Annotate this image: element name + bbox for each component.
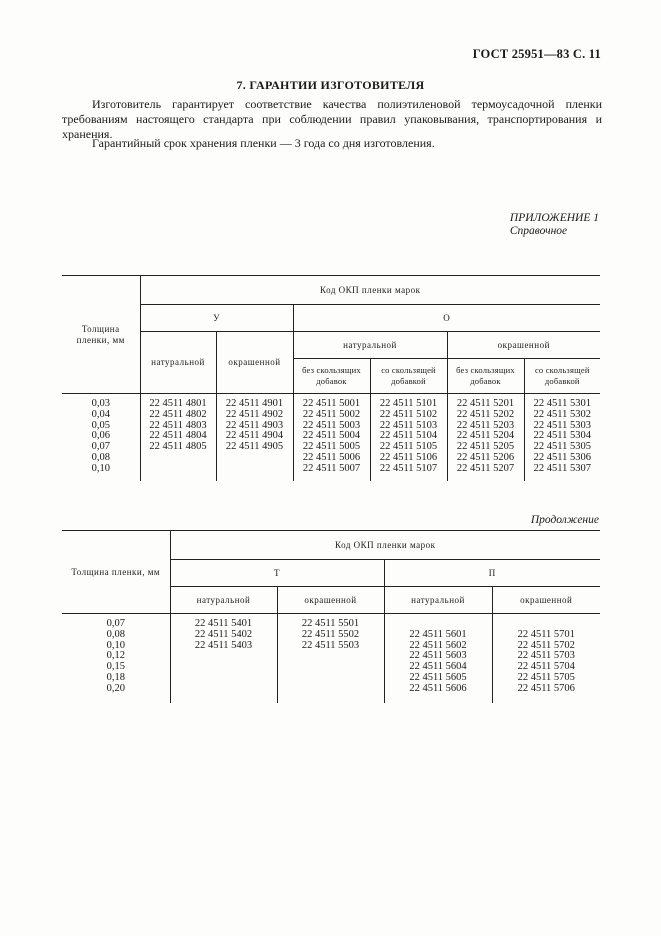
cell-value: 22 4511 4904: [225, 430, 284, 442]
u-colored-header: окрашенной: [216, 332, 293, 394]
u-natural-column: [140, 394, 216, 482]
p-colored-header: окрашенной: [492, 587, 600, 614]
cell-value: 22 4511 4902: [225, 408, 284, 420]
cell-value: 0,12: [106, 650, 125, 662]
cell-value: [280, 684, 382, 695]
o-col-with-slip-header: со скользящей добавкой: [524, 359, 600, 394]
cell-value: 0,07: [91, 441, 110, 453]
mark-u-header: У: [140, 305, 293, 332]
cell-value: 22 4511 5402: [194, 628, 253, 640]
appendix-label: [510, 212, 599, 238]
cell-value: 22 4511 5206: [456, 451, 515, 463]
okp-header: Код ОКП пленки марок: [140, 276, 600, 305]
cell-value: 22 4511 5305: [533, 441, 591, 453]
cell-value: 22 4511 5102: [379, 408, 438, 420]
p-colored-column: [492, 614, 600, 704]
cell-value: 22 4511 5005: [302, 441, 361, 453]
warranty-text: Изготовитель гарантирует соответствие качества полиэтиленовой термоусадочной пленки требованиям настоящего стандарта при соблюдении правил упаковывания, транспортирования и хранения.: [62, 97, 602, 141]
cell-value: 22 4511 5002: [302, 408, 361, 420]
o-nat-without-column: [293, 394, 370, 482]
cell-value: 22 4511 5007: [302, 462, 361, 474]
cell-value: 22 4511 5003: [302, 419, 361, 431]
cell-value: 0,18: [106, 671, 125, 683]
cell-value: 22 4511 5103: [379, 419, 438, 431]
cell-value: 0,08: [106, 628, 125, 640]
cell-value: 22 4511 5403: [194, 639, 253, 651]
cell-value: 22 4511 4804: [149, 430, 207, 442]
section-title: 7. ГАРАНТИИ ИЗГОТОВИТЕЛЯ: [236, 78, 425, 92]
o-col-without-column: [447, 394, 524, 482]
cell-value: 22 4511 5502: [301, 628, 360, 640]
cell-value: 0,07: [106, 618, 125, 629]
shelf-life-paragraph: [62, 136, 602, 151]
cell-value: 0,06: [91, 430, 110, 442]
appendix-title: ПРИЛОЖЕНИЕ 1: [509, 212, 599, 224]
shelf-life-text: Гарантийный срок хранения пленки — 3 года со дня изготовления.: [92, 136, 435, 150]
o-nat-with-column: [370, 394, 447, 482]
p-natural-header: натуральной: [384, 587, 492, 614]
appendix-sublabel: Справочное: [509, 225, 568, 237]
o-colored-header: окрашенной: [447, 332, 600, 359]
cell-value: 22 4511 4903: [225, 419, 284, 431]
okp-table-1: [62, 275, 600, 481]
thickness-header: Толщина пленки, мм: [62, 276, 140, 394]
cell-value: 22 4511 5702: [517, 639, 575, 651]
cell-value: 22 4511 5306: [533, 451, 591, 463]
cell-value: 22 4511 4802: [149, 408, 207, 420]
cell-value: 22 4511 5304: [533, 430, 591, 442]
t-colored-header: окрашенной: [277, 587, 384, 614]
u-natural-header: натуральной: [140, 332, 216, 394]
o-natural-header: натуральной: [293, 332, 447, 359]
cell-value: 0,15: [106, 661, 125, 673]
cell-value: 0,08: [91, 451, 110, 463]
cell-value: 22 4511 5302: [533, 408, 591, 420]
cell-value: 22 4511 5106: [379, 451, 438, 463]
cell-value: 22 4511 4803: [149, 419, 207, 431]
cell-value: 22 4511 5602: [409, 639, 467, 651]
o-col-with-column: [524, 394, 600, 482]
cell-value: 22 4511 5303: [533, 419, 591, 431]
cell-value: 22 4511 5205: [456, 441, 515, 453]
mark-o-header: О: [293, 305, 600, 332]
mark-t-header: Т: [170, 560, 384, 587]
u-colored-column: [216, 394, 293, 482]
cell-value: 22 4511 5207: [456, 462, 515, 474]
t-colored-column: [277, 614, 384, 704]
t-natural-column: [170, 614, 277, 704]
cell-value: 0,05: [91, 419, 110, 431]
cell-value: 22 4511 5105: [379, 441, 438, 453]
cell-value: 22 4511 5107: [379, 462, 438, 474]
cell-value: 0,20: [106, 682, 125, 694]
cell-value: 22 4511 5605: [409, 671, 467, 683]
cell-value: 22 4511 5701: [517, 628, 575, 640]
cell-value: 22 4511 5004: [302, 430, 361, 442]
page-header: ГОСТ 25951—83 С. 11: [472, 47, 601, 61]
cell-value: 22 4511 4801: [149, 398, 207, 409]
cell-value: 22 4511 5501: [301, 618, 360, 629]
cell-value: 22 4511 5301: [533, 398, 591, 409]
cell-value: [173, 684, 275, 695]
cell-value: 22 4511 5006: [302, 451, 361, 463]
cell-value: 22 4511 5201: [456, 398, 515, 409]
o-nat-with-slip-header: со скользящей добавкой: [370, 359, 447, 394]
p-natural-column: [384, 614, 492, 704]
cell-value: 22 4511 4805: [149, 441, 207, 453]
o-nat-without-slip-header: без скользящих добавок: [293, 359, 370, 394]
cell-value: 22 4511 5601: [409, 628, 467, 640]
cell-value: 22 4511 5503: [301, 639, 360, 651]
cell-value: 22 4511 5603: [409, 650, 467, 662]
cell-value: 0,10: [91, 462, 110, 474]
cell-value: 0,03: [91, 398, 110, 409]
cell-value: 22 4511 5104: [379, 430, 438, 442]
cell-value: 22 4511 5401: [194, 618, 253, 629]
t-natural-header: натуральной: [170, 587, 277, 614]
cell-value: 22 4511 5001: [302, 398, 361, 409]
thickness-column: [62, 394, 140, 482]
cell-value: 22 4511 5706: [517, 682, 575, 694]
cell-value: 22 4511 5704: [517, 661, 575, 673]
okp-table-2: [62, 530, 600, 703]
cell-value: 22 4511 5203: [456, 419, 515, 431]
thickness-header-2: Толщина пленки, мм: [62, 531, 170, 614]
cell-value: 0,10: [106, 639, 125, 651]
mark-p-header: П: [384, 560, 600, 587]
cell-value: 22 4511 5606: [409, 682, 467, 694]
cell-value: 22 4511 5101: [379, 398, 438, 409]
cell-value: 22 4511 5604: [409, 661, 467, 673]
o-col-without-slip-header: без скользящих добавок: [447, 359, 524, 394]
cell-value: 22 4511 5307: [533, 462, 591, 474]
thickness-column-2: [62, 614, 170, 704]
okp-header-2: Код ОКП пленки марок: [170, 531, 600, 560]
cell-value: 22 4511 5703: [517, 650, 575, 662]
cell-value: 22 4511 4905: [225, 441, 284, 453]
cell-value: 22 4511 5204: [456, 430, 515, 442]
cell-value: 0,04: [91, 408, 110, 420]
cell-value: 22 4511 4901: [225, 398, 284, 409]
cell-value: 22 4511 5202: [456, 408, 515, 420]
cell-value: 22 4511 5705: [517, 671, 575, 683]
continuation-label: Продолжение: [530, 514, 599, 526]
